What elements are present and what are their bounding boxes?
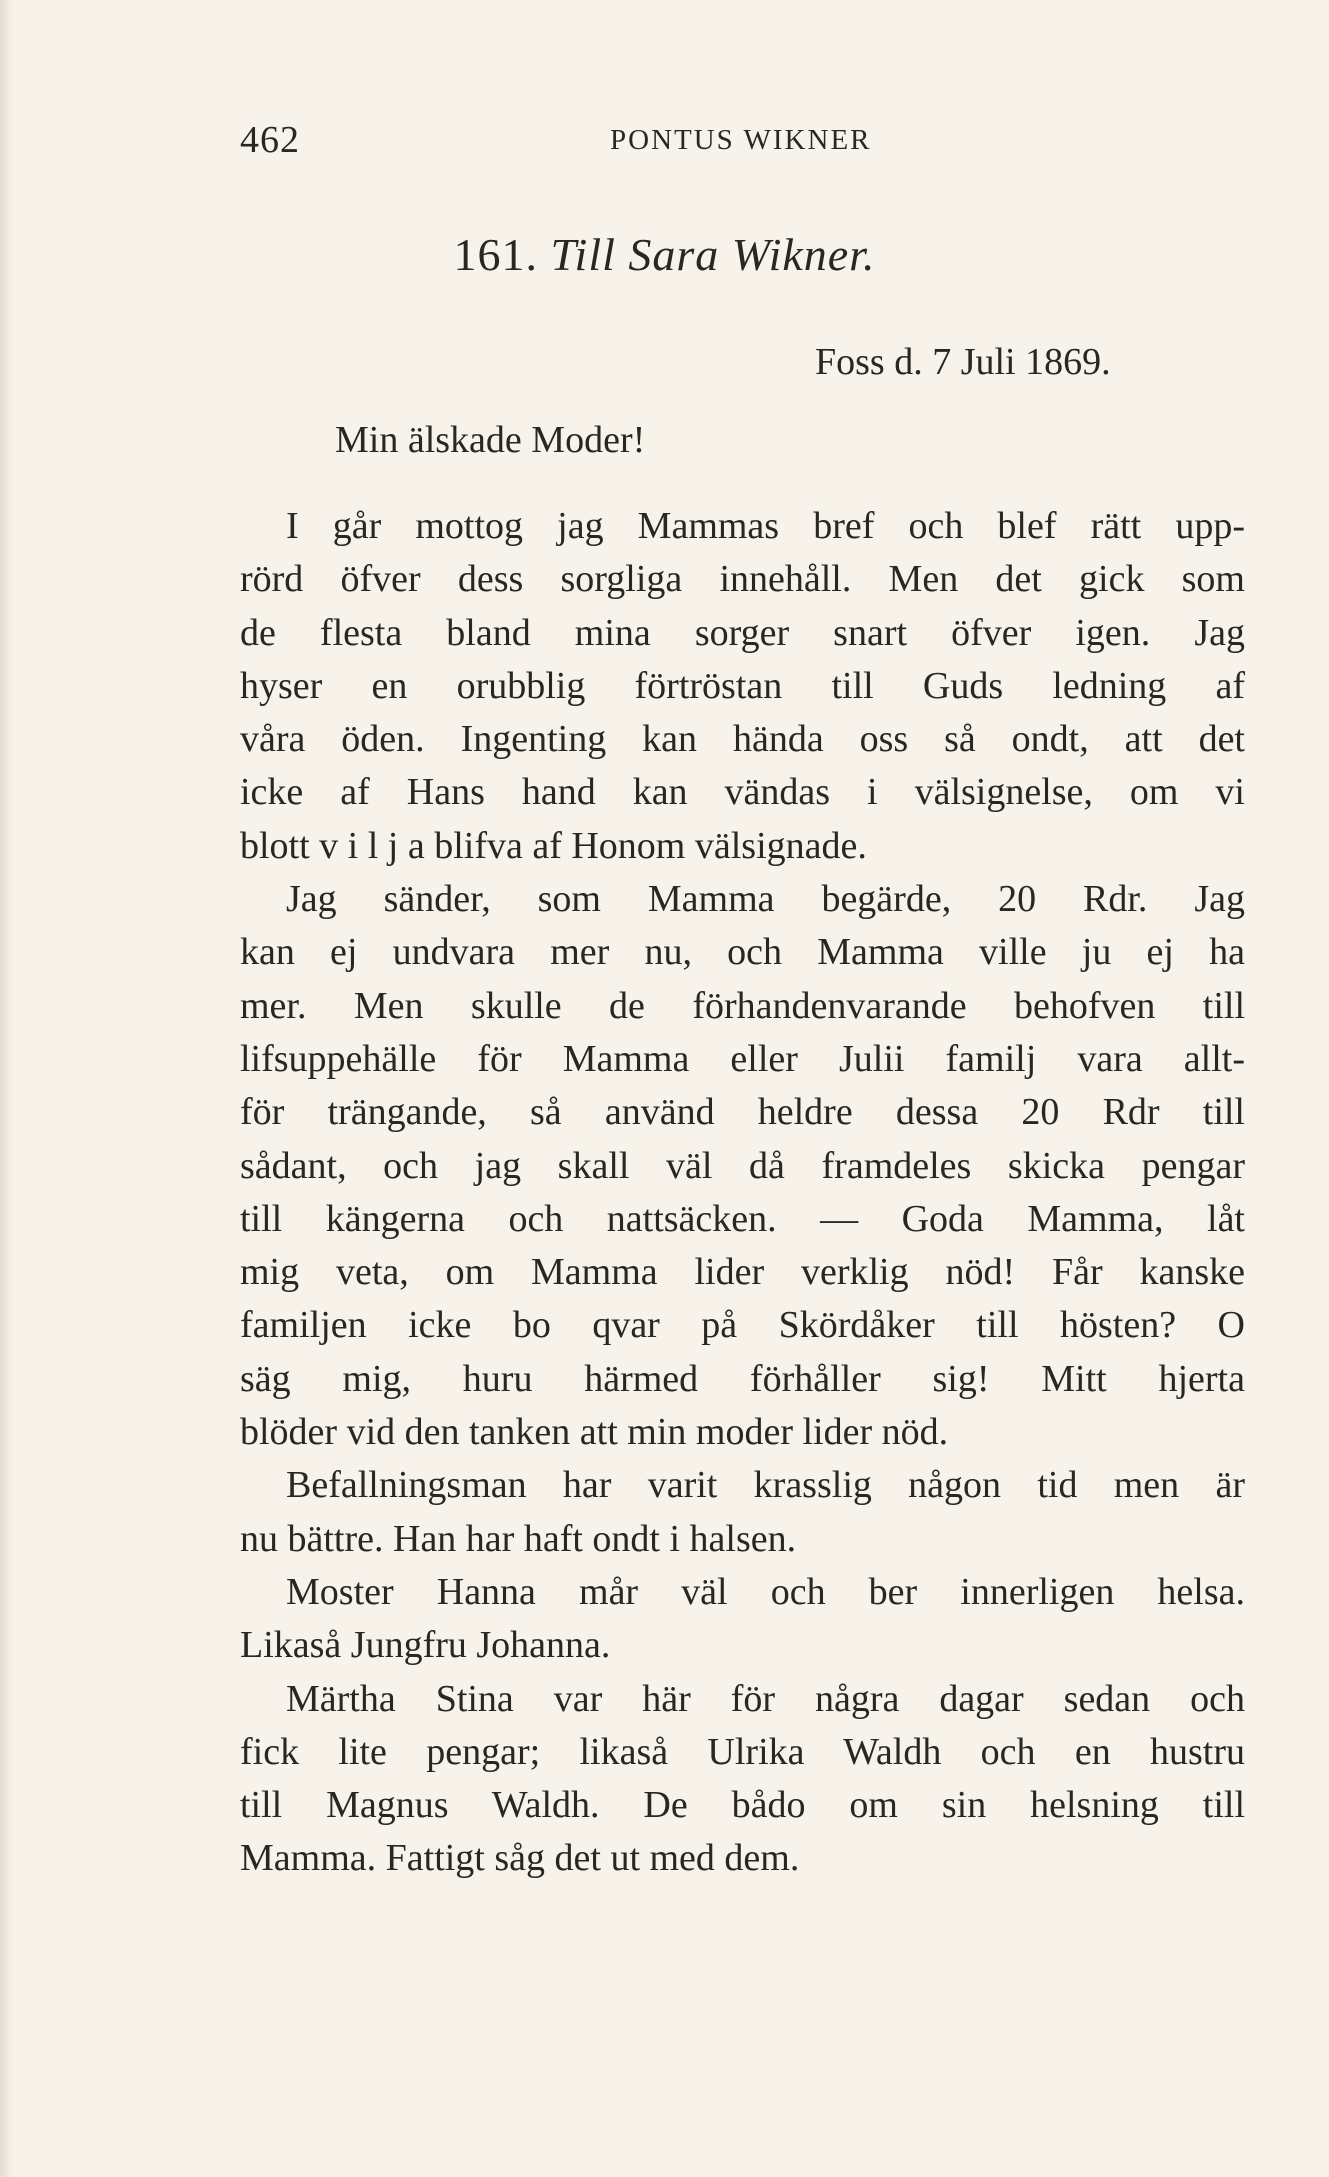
letter-number: 161. <box>453 229 538 280</box>
text-line: de flesta bland mina sorger snart öfver igen. Jag <box>240 611 1245 654</box>
text-line: rörd öfver dess sorgliga innehåll. Men det gick som <box>240 558 1245 601</box>
salutation: Min älskade Moder! <box>335 419 646 461</box>
text-line: hyser en orubblig förtröstan till Guds ledning af <box>240 664 1245 707</box>
letter-recipient: Till Sara Wikner. <box>550 229 876 280</box>
text-line: Moster Hanna mår väl och ber innerligen helsa. <box>286 1570 1245 1613</box>
text-line: fick lite pengar; likaså Ulrika Waldh och en hustru <box>240 1730 1245 1773</box>
text-line: Jag sänder, som Mamma begärde, 20 Rdr. Jag <box>286 878 1245 921</box>
text-line: Likaså Jungfru Johanna. <box>240 1624 611 1667</box>
text-line: Märtha Stina var här för några dagar sedan och <box>286 1677 1245 1720</box>
text-line: mig veta, om Mamma lider verklig nöd! Får kanske <box>240 1251 1245 1294</box>
text-line: blott v i l j a blifva af Honom välsignade. <box>240 824 867 867</box>
text-line: säg mig, huru härmed förhåller sig! Mitt hjerta <box>240 1357 1245 1400</box>
text-line: nu bättre. Han har haft ondt i halsen. <box>240 1517 797 1560</box>
text-line: lifsuppehälle för Mamma eller Julii familj vara allt- <box>240 1037 1245 1080</box>
page-edge-shadow <box>0 0 14 2177</box>
text-line: I går mottog jag Mammas bref och blef rätt upp- <box>286 505 1245 547</box>
text-line: blöder vid den tanken att min moder lider nöd. <box>240 1411 949 1454</box>
text-line: Befallningsman har varit krasslig någon tid men är <box>286 1464 1245 1507</box>
page-header <box>240 110 1240 170</box>
text-line: till kängerna och nattsäcken. — Goda Mamma, låt <box>240 1197 1245 1240</box>
text-line: sådant, och jag skall väl då framdeles skicka pengar <box>240 1144 1245 1187</box>
running-head: PONTUS WIKNER <box>610 124 872 156</box>
text-line: för trängande, så använd heldre dessa 20 Rdr till <box>240 1091 1245 1134</box>
letter-title <box>0 228 1329 281</box>
text-line: icke af Hans hand kan vändas i välsignelse, om vi <box>240 771 1245 814</box>
text-line: våra öden. Ingenting kan hända oss så ondt, att det <box>240 718 1245 761</box>
dateline: Foss d. 7 Juli 1869. <box>815 341 1111 383</box>
text-line: familjen icke bo qvar på Skördåker till hösten? O <box>240 1304 1245 1347</box>
text-line: till Magnus Waldh. De bådo om sin helsning till <box>240 1784 1245 1827</box>
text-line: mer. Men skulle de förhandenvarande behofven till <box>240 984 1245 1027</box>
text-line: Mamma. Fattigt såg det ut med dem. <box>240 1837 800 1880</box>
letter-body <box>240 500 1245 1886</box>
page-number: 462 <box>240 119 300 161</box>
text-line: kan ej undvara mer nu, och Mamma ville ju ej ha <box>240 931 1245 974</box>
